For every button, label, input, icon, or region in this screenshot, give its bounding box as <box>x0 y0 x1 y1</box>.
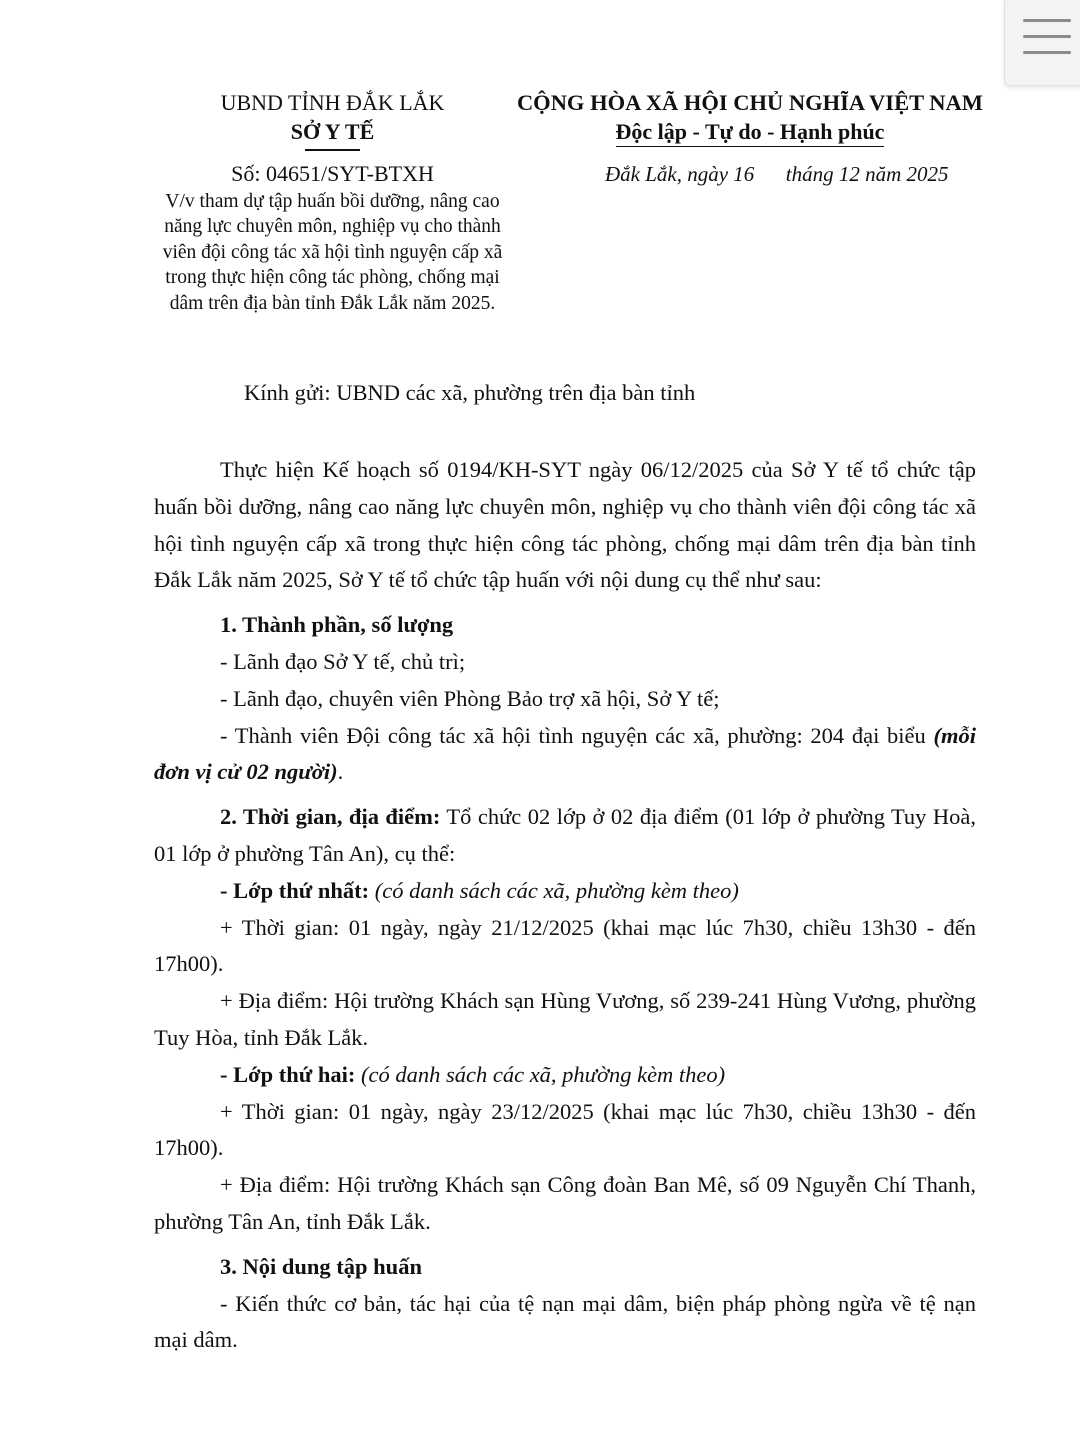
agency-parent: UBND TỈNH ĐẮK LẮK <box>220 90 445 115</box>
class-1-time: + Thời gian: 01 ngày, ngày 21/12/2025 (khai mạc lúc 7h30, chiều 13h30 - đến 17h00). <box>154 914 976 977</box>
subject-line: viên đội công tác xã hội tình nguyện cấp xã <box>162 241 503 263</box>
document-body <box>154 452 976 1359</box>
document-number: Số: 04651/SYT-BTXH <box>231 160 434 186</box>
section-1-heading: 1. Thành phần, số lượng <box>220 612 454 638</box>
class-1-place: + Địa điểm: Hội trường Khách sạn Hùng Vương, số 239-241 Hùng Vương, phường Tuy Hòa, tỉnh Đắk Lắk. <box>154 988 976 1050</box>
item-text: - Thành viên Đội công tác xã hội tình nguyện các xã, phường: 204 đại biểu <box>220 722 934 748</box>
subject-line: V/v tham dự tập huấn bồi dưỡng, nâng cao <box>165 190 500 212</box>
section-1-item: - Lãnh đạo, chuyên viên Phòng Bảo trợ xã hội, Sở Y tế; <box>220 685 720 711</box>
class-2-title <box>154 1057 976 1094</box>
menu-button[interactable] <box>1004 0 1080 86</box>
section-2-text: Tổ chức 02 lớp ở 02 địa điểm (01 lớp ở phường Tuy Hoà, 01 lớp ở phường Tân An), cụ thể: <box>154 804 976 866</box>
class-1-label: - Lớp thứ nhất: <box>220 877 370 903</box>
section-2-paragraph <box>154 799 976 873</box>
section-3-item: - Kiến thức cơ bản, tác hại của tệ nạn mại dâm, biện pháp phòng ngừa về tệ nạn mại dâm. <box>154 1290 976 1353</box>
section-1-item <box>154 718 976 792</box>
class-1-title <box>154 873 976 910</box>
section-2-heading: 2. Thời gian, địa điểm: <box>220 804 441 830</box>
subject-line: năng lực chuyên môn, nghiệp vụ cho thành <box>164 216 501 237</box>
item-emphasis: (mỗi đơn vị cử 02 người) <box>154 722 976 785</box>
hamburger-menu-icon-bar <box>1023 51 1071 54</box>
issue-date: Đắk Lắk, ngày 16 tháng 12 năm 2025 <box>605 162 949 186</box>
recipient-line: Kính gửi: UBND các xã, phường trên địa bàn tỉnh <box>244 380 696 405</box>
document-subject <box>140 189 525 317</box>
national-header-block <box>495 88 1005 189</box>
class-2-label: - Lớp thứ hai: <box>220 1061 356 1087</box>
hamburger-menu-icon-bar <box>1023 35 1071 38</box>
agency-underline <box>305 149 360 151</box>
section-3-heading: 3. Nội dung tập huấn <box>220 1253 422 1279</box>
national-title: CỘNG HÒA XÃ HỘI CHỦ NGHĨA VIỆT NAM <box>516 90 984 115</box>
issuing-agency-block <box>140 88 525 316</box>
section-1-item: - Lãnh đạo Sở Y tế, chủ trì; <box>220 648 466 674</box>
intro-paragraph: Thực hiện Kế hoạch số 0194/KH-SYT ngày 06/12/2025 của Sở Y tế tổ chức tập huấn bồi dưỡng, nâng cao năng lực chuyên môn, nghiệp vụ cho thành viên đội công tác xã hội tình nguyện cấp xã trong thực hiện công tác phòng, chống mại dâm trên địa bàn tỉnh Đắk Lắk năm 2025, Sở Y tế tổ chức tập huấn với nội dung cụ thể như sau: <box>154 457 976 593</box>
subject-line: dâm trên địa bàn tỉnh Đắk Lắk năm 2025. <box>169 292 496 314</box>
class-2-note: (có danh sách các xã, phường kèm theo) <box>355 1061 726 1087</box>
class-2-time: + Thời gian: 01 ngày, ngày 23/12/2025 (khai mạc lúc 7h30, chiều 13h30 - đến 17h00). <box>154 1098 976 1161</box>
national-motto: Độc lập - Tự do - Hạnh phúc <box>616 118 885 147</box>
class-1-note: (có danh sách các xã, phường kèm theo) <box>369 877 739 903</box>
hamburger-menu-icon <box>1023 19 1071 22</box>
class-2-place: + Địa điểm: Hội trường Khách sạn Công đoàn Ban Mê, số 09 Nguyễn Chí Thanh, phường Tân An, tỉnh Đắk Lắk. <box>154 1172 976 1234</box>
subject-line: trong thực hiện công tác phòng, chống mại <box>165 267 500 288</box>
item-end: . <box>337 759 344 785</box>
agency-name: SỞ Y TẾ <box>290 119 375 144</box>
